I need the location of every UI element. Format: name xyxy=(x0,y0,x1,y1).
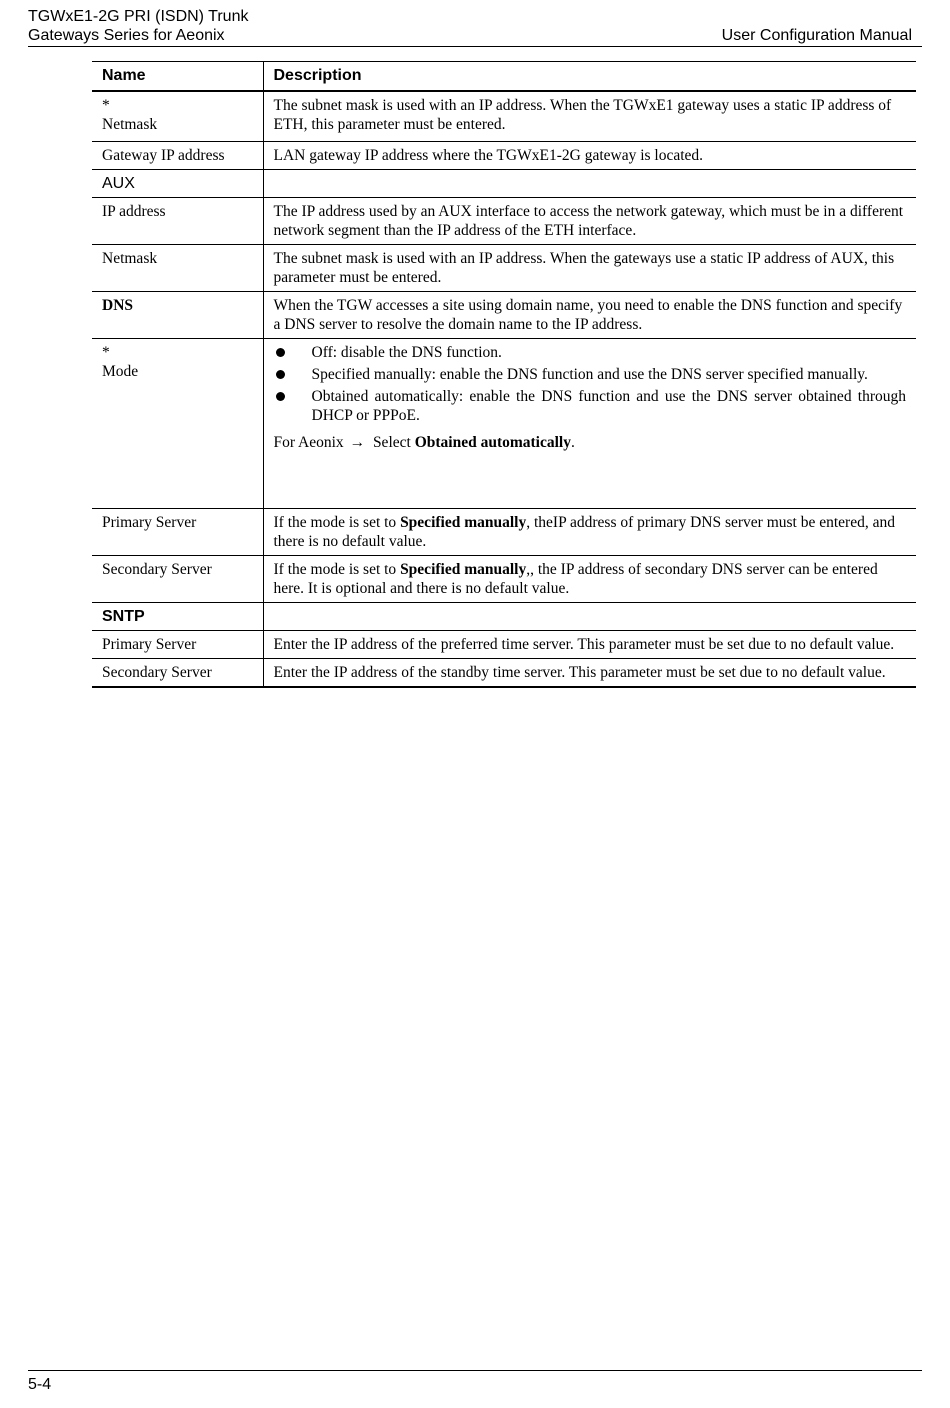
section-title: SNTP xyxy=(92,603,263,631)
page-footer xyxy=(28,1370,922,1393)
row-description: The IP address used by an AUX interface to access the network gateway, which must be in a different network segment than the IP address of the ETH interface. xyxy=(263,198,916,245)
desc-text: If the mode is set to xyxy=(273,514,401,531)
option-text: Specified manually: enable the DNS function and use the DNS server specified manually. xyxy=(311,366,868,383)
desc-text: If the mode is set to xyxy=(273,561,401,578)
param-name: Primary Server xyxy=(92,631,263,659)
arrow-right-icon: → xyxy=(349,434,366,451)
table-row xyxy=(92,245,916,292)
row-name xyxy=(92,339,263,509)
param-name: Secondary Server xyxy=(92,659,263,688)
option-text: Off: disable the DNS function. xyxy=(311,344,502,361)
row-description xyxy=(263,509,916,556)
row-description xyxy=(263,556,916,603)
bullet-icon xyxy=(276,392,285,401)
desc-text: ,, the IP address of secondary DNS server can be entered here. It is optional and there is no default value. xyxy=(273,561,878,597)
mode-value: Specified manually xyxy=(400,514,527,531)
required-star: * xyxy=(102,97,110,114)
row-description: The subnet mask is used with an IP address. When the gateways use a static IP address of AUX, this parameter must be entered. xyxy=(263,245,916,292)
aeonix-select: Select xyxy=(372,434,411,451)
param-name: Secondary Server xyxy=(92,556,263,603)
required-star: * xyxy=(102,344,110,361)
table-row xyxy=(92,292,916,339)
param-name: Gateway IP address xyxy=(92,142,263,170)
row-name xyxy=(92,91,263,142)
aeonix-note xyxy=(274,433,907,452)
bullet-icon xyxy=(276,348,285,357)
row-description: The subnet mask is used with an IP address. When the TGWxE1 gateway uses a static IP address of ETH, this parameter must be entered. xyxy=(263,91,916,142)
desc-text: , theIP address of primary DNS server must be entered, and there is no default value. xyxy=(273,514,895,550)
column-header-name: Name xyxy=(92,62,263,92)
table-row xyxy=(92,556,916,603)
doc-title-line2: Gateways Series for Aeonix xyxy=(28,27,225,44)
row-description: When the TGW accesses a site using domain name, you need to enable the DNS function and specify a DNS server to resolve the domain name to the IP address. xyxy=(263,292,916,339)
row-description xyxy=(263,339,916,509)
bullet-icon xyxy=(276,370,285,379)
row-description: Enter the IP address of the preferred time server. This parameter must be set due to no default value. xyxy=(263,631,916,659)
table-row xyxy=(92,339,916,509)
list-item xyxy=(274,365,907,384)
section-title: AUX xyxy=(92,170,263,198)
param-name: DNS xyxy=(92,292,263,339)
table-row xyxy=(92,631,916,659)
list-item xyxy=(274,387,907,425)
row-description xyxy=(263,170,916,198)
param-name: IP address xyxy=(92,198,263,245)
manual-title: User Configuration Manual xyxy=(721,27,912,44)
table-row xyxy=(92,509,916,556)
param-name: Netmask xyxy=(92,245,263,292)
column-header-description: Description xyxy=(263,62,916,92)
mode-value: Specified manually xyxy=(400,561,527,578)
row-description: LAN gateway IP address where the TGWxE1-2G gateway is located. xyxy=(263,142,916,170)
doc-title-line1: TGWxE1-2G PRI (ISDN) Trunk xyxy=(28,8,249,25)
table-row xyxy=(92,142,916,170)
aeonix-value: Obtained automatically xyxy=(414,434,571,451)
list-item xyxy=(274,343,907,362)
mode-options-list xyxy=(274,343,907,425)
parameter-table xyxy=(92,61,916,688)
option-text: Obtained automatically: enable the DNS function and use the DNS server obtained through DHCP or PPPoE. xyxy=(311,388,906,424)
page-header xyxy=(28,6,922,47)
aeonix-prefix: For Aeonix xyxy=(273,434,344,451)
section-row xyxy=(92,170,916,198)
row-description xyxy=(263,603,916,631)
row-description: Enter the IP address of the standby time server. This parameter must be set due to no default value. xyxy=(263,659,916,688)
table-header-row xyxy=(92,62,916,92)
param-name: Netmask xyxy=(102,116,158,133)
table-row xyxy=(92,659,916,688)
param-name: Primary Server xyxy=(92,509,263,556)
section-row xyxy=(92,603,916,631)
table-row xyxy=(92,198,916,245)
table-row xyxy=(92,91,916,142)
page-number: 5-4 xyxy=(28,1376,52,1393)
param-name: Mode xyxy=(102,363,139,380)
aeonix-end: . xyxy=(570,434,575,451)
